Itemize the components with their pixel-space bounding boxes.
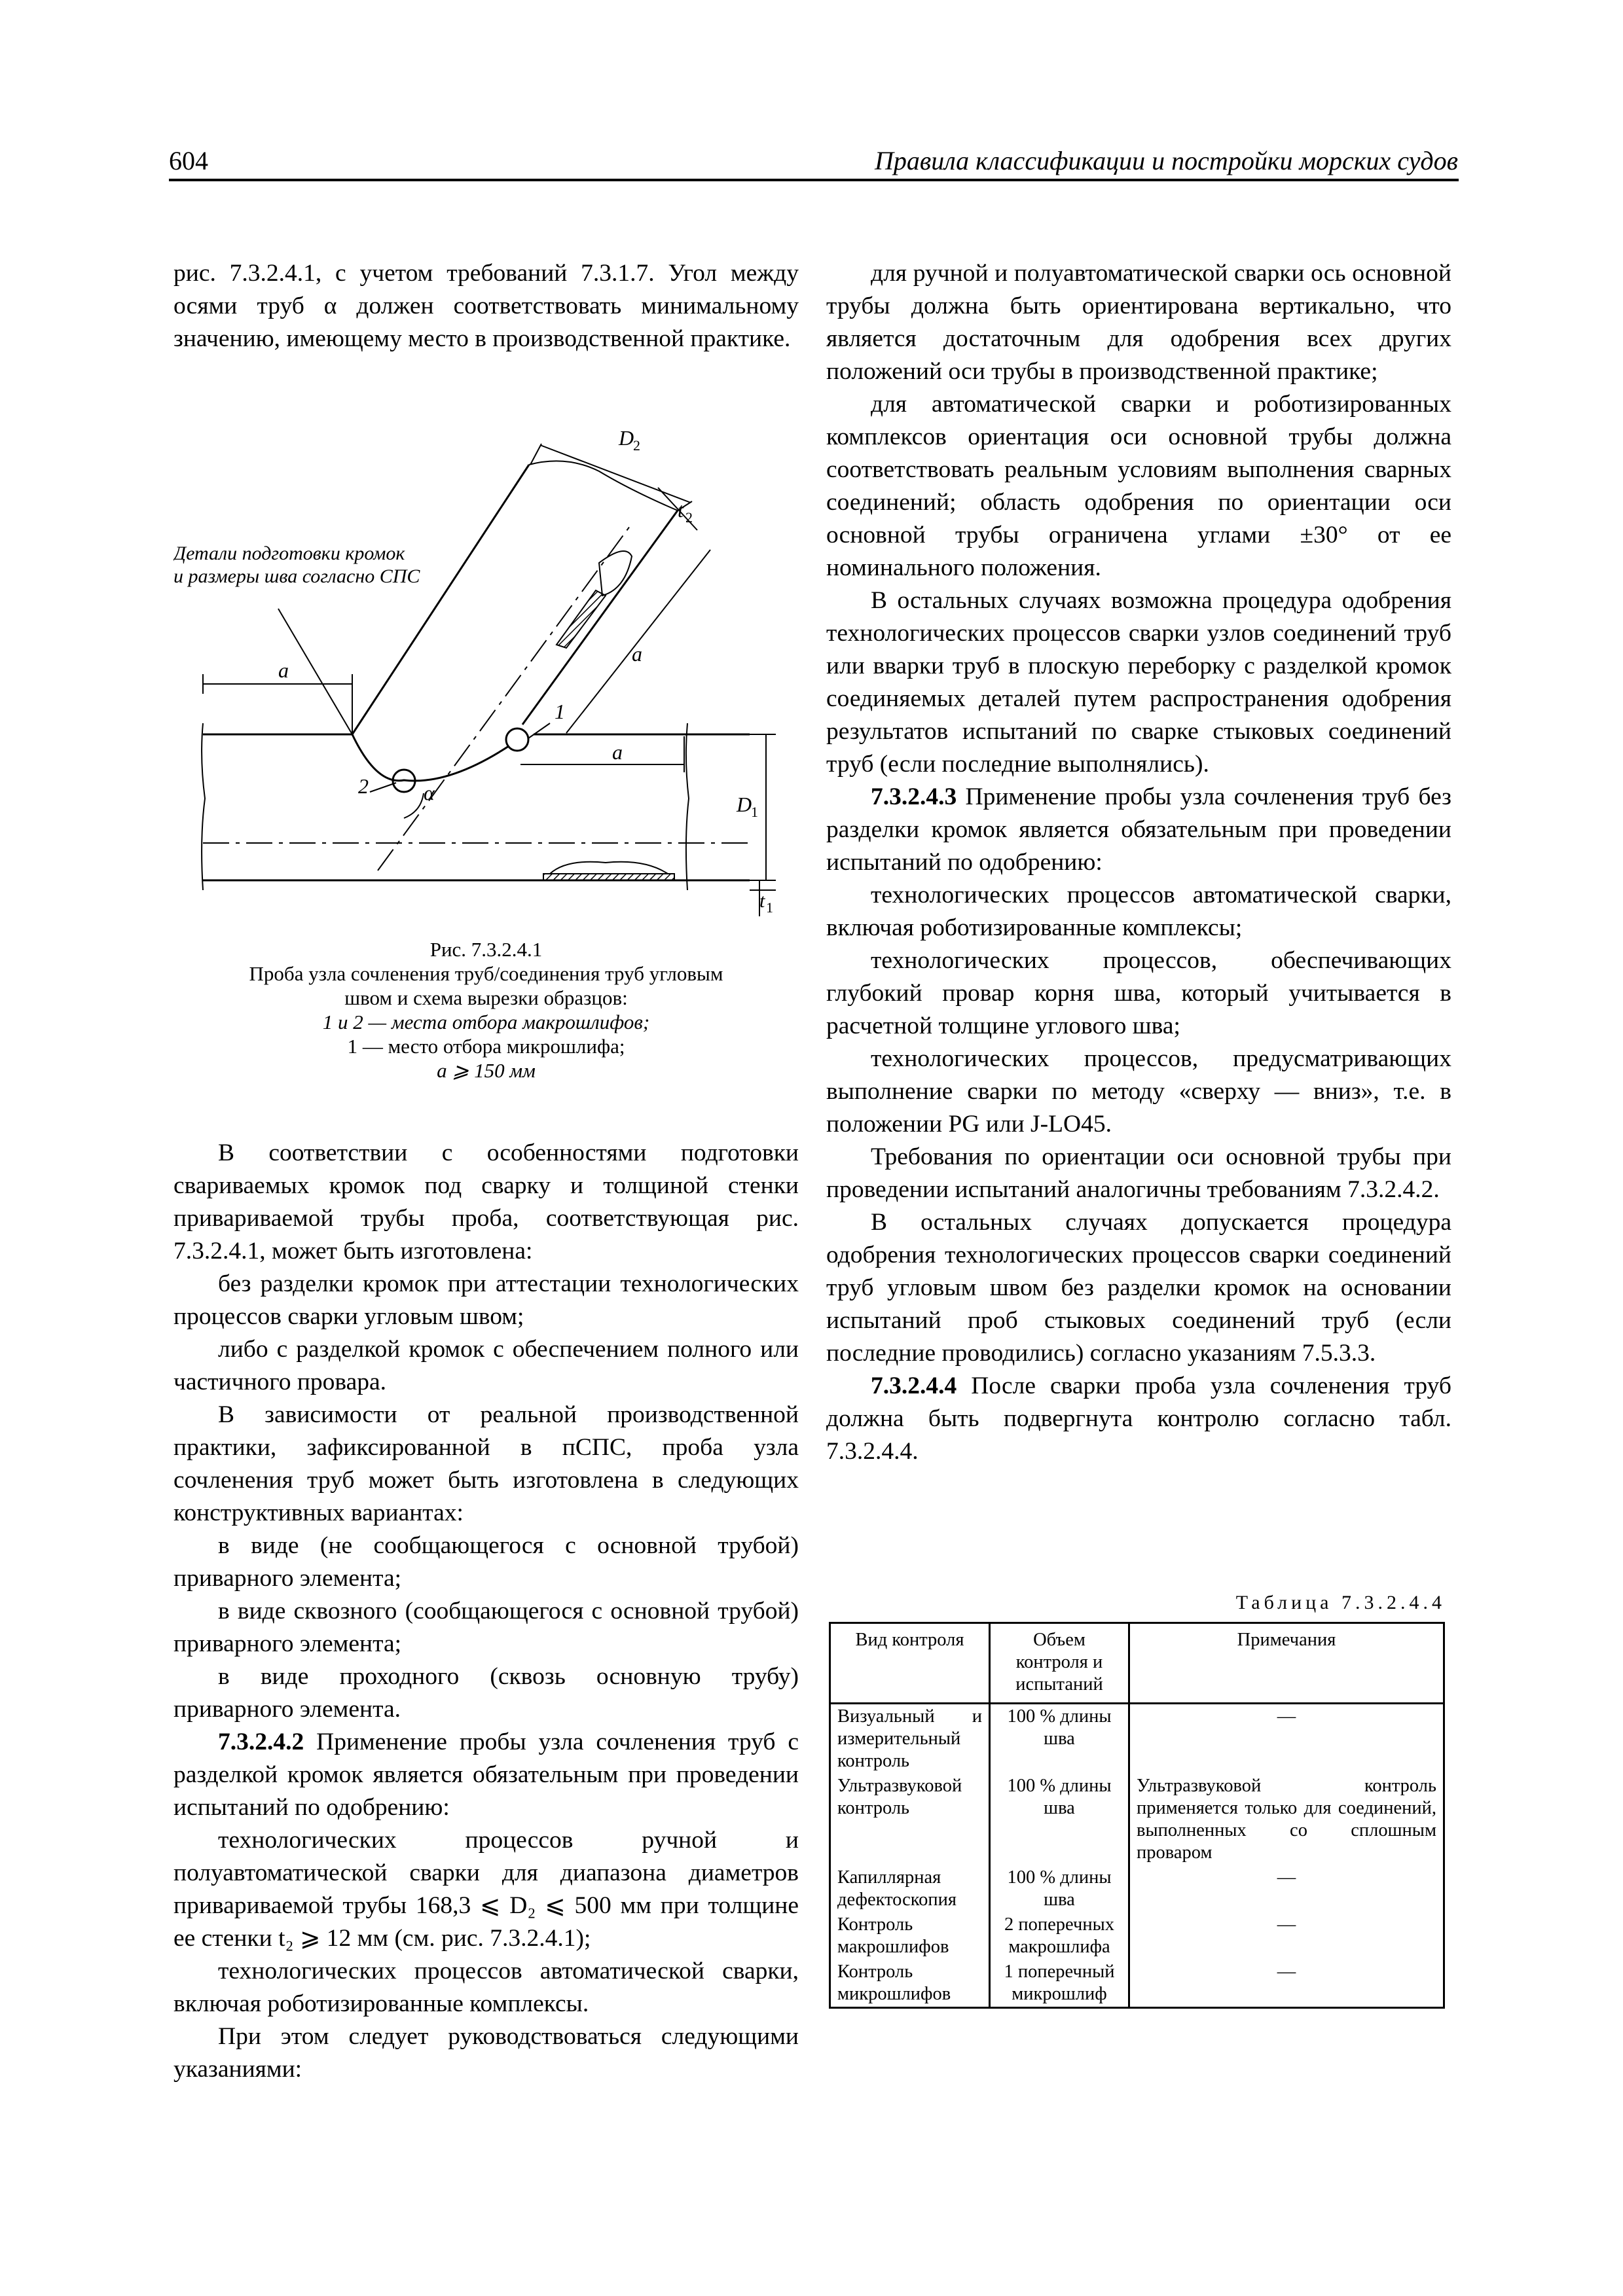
table-row [830, 1774, 1444, 1865]
label-alpha: α [424, 781, 435, 804]
table-cell: Ультразвуковой контроль применяется только для соединений, выполненных со сплошным проваром [1129, 1774, 1444, 1865]
table-cell: Контроль макрошлифов [830, 1912, 990, 1960]
label-specimen-1: 1 [555, 700, 565, 723]
table-cell: — [1129, 1704, 1444, 1774]
label-t2: t [678, 498, 684, 522]
section-text: После сварки проба узла сочленения труб должна быть подвергнута контролю согласно табл. 7.3.2.4.4. [826, 1372, 1451, 1465]
section-text: Применение пробы узла сочленения труб без разделки кромок является обязательным при проведении испытаний по одобрению: [826, 783, 1451, 876]
note-leader [278, 609, 352, 734]
figure-pipe-joint [173, 393, 799, 916]
header-rule [169, 179, 1459, 181]
left-intro [173, 257, 799, 355]
right-column-text [826, 257, 1451, 1468]
table-cell: 100 % длины шва [990, 1704, 1129, 1774]
branch-root-curve [352, 734, 509, 781]
table-cell: Визуальный и измерительный контроль [830, 1704, 990, 1774]
left-paragraph: При этом следует руководствоваться следующими указаниями: [173, 2023, 799, 2083]
note-line-1: Детали подготовки кромок [173, 543, 405, 564]
label-D1: D [737, 793, 752, 816]
break-left [202, 723, 205, 890]
right-paragraph: Требования по ориентации оси основной трубы при проведении испытаний аналогичны требованиям 7.3.2.4.2. [826, 1143, 1451, 1203]
break-right [686, 723, 689, 890]
column-header: Объем контроля и испытаний [990, 1623, 1129, 1704]
section-number: 7.3.2.4.2 [218, 1729, 304, 1755]
branch-break [529, 461, 678, 511]
left-column-text [173, 1137, 799, 2086]
table-cell: 2 поперечных макрошлифа [990, 1912, 1129, 1960]
label-D1-sub: 1 [751, 804, 758, 820]
table-cell: — [1129, 1865, 1444, 1912]
label-a-branch: a [632, 642, 642, 666]
section-number: 7.3.2.4.4 [871, 1372, 957, 1399]
right-paragraph: В остальных случаях возможна процедура одобрения технологических процессов сварки узлов соединений труб или вварки труб в плоскую переборку с разделкой кромок соединяемых деталей путем распространения одобрения результатов испытаний по сварке стыковых соединений труб (если последние выполнялись). [826, 587, 1451, 778]
table-cell: Капиллярная дефектоскопия [830, 1865, 990, 1912]
left-paragraph: в виде (не сообщающегося с основной трубой) приварного элемента; [173, 1532, 799, 1592]
left-paragraph: в виде проходного (сквозь основную трубу) приварного элемента. [173, 1663, 799, 1723]
label-a-left: a [278, 658, 289, 682]
table-title: Таблица 7.3.2.4.4 [1235, 1592, 1446, 1613]
right-paragraph: технологических процессов автоматической сварки, включая роботизированные комплексы; [826, 882, 1451, 941]
left-paragraph: В соответствии с особенностями подготовки свариваемых кромок под сварку и толщиной стенки привариваемой трубы проба, соответствующая рис. 7.3.2.4.1, может быть изготовлена: [173, 1139, 799, 1265]
inspection-table [829, 1622, 1445, 2009]
section-7-3-2-4-4 [826, 1370, 1451, 1468]
intro-paragraph: рис. 7.3.2.4.1, с учетом требований 7.3.1.7. Угол между осями труб α должен соответствовать минимальному значению, имеющему место в производственной практике. [173, 260, 799, 352]
running-title: Правила классификации и постройки морских судов [874, 146, 1458, 175]
table-cell: 1 поперечный микрошлиф [990, 1960, 1129, 2008]
right-paragraph: В остальных случаях допускается процедура одобрения технологических процессов сварки соединений труб угловым швом без разделки кромок на основании испытаний проб стыковых соединений труб (если последние проводились) согласно указаниям 7.5.3.3. [826, 1209, 1451, 1367]
left-paragraph: либо с разделкой кромок с обеспечением полного или частичного провара. [173, 1336, 799, 1395]
figure-caption [173, 937, 799, 1083]
column-header: Примечания [1129, 1623, 1444, 1704]
left-paragraph: технологических процессов ручной и полуавтоматической сварки для диапазона диаметров привариваемой трубы 168,3 ⩽ D₂ ⩽ 500 мм при толщине ее стенки t₂ ⩾ 12 мм (см. рис. 7.3.2.4.1); [173, 1827, 799, 1952]
main-weld-specimen [550, 862, 668, 874]
table-cell: Контроль микрошлифов [830, 1960, 990, 2008]
table-row [830, 1960, 1444, 2008]
right-paragraph: для автоматической сварки и роботизированных комплексов ориентация оси основной трубы должна соответствовать реальным условиям выполнения сварных соединений; область одобрения по ориентации оси основной трубы ограничена углами ±30° от ее номинального положения. [826, 391, 1451, 581]
label-a-right: a [612, 740, 623, 764]
dim-D2 [540, 445, 691, 503]
dim-a-branch [566, 550, 710, 733]
right-paragraph: для ручной и полуавтоматической сварки ось основной трубы должна быть ориентирована вертикально, что является достаточным для одобрения всех других положений оси трубы в производственной практике; [826, 260, 1451, 385]
branch-weld-specimen [599, 551, 632, 596]
left-paragraph: В зависимости от реальной производственной практики, зафиксированной в пСПС, проба узла сочленения труб может быть изготовлена в следующих конструктивных вариантах: [173, 1401, 799, 1526]
table-cell: — [1129, 1912, 1444, 1960]
label-t2-sub: 2 [685, 509, 693, 526]
table-cell: — [1129, 1960, 1444, 2008]
main-weld-hatch [543, 874, 674, 880]
table-row [830, 1912, 1444, 1960]
table-cell: 100 % длины шва [990, 1774, 1129, 1865]
branch-pipe-right-wall [522, 511, 678, 725]
table-header-row [830, 1623, 1444, 1704]
left-paragraph: в виде сквозного (сообщающегося с основной трубой) приварного элемента; [173, 1598, 799, 1657]
page-number: 604 [169, 146, 208, 175]
label-D2-sub: 2 [633, 437, 640, 454]
macro-micro-specimen-1-circle [506, 728, 528, 751]
label-t1: t [759, 890, 765, 912]
note-line-2: и размеры шва согласно СПС [173, 565, 420, 587]
caption-line-1: Рис. 7.3.2.4.1 [429, 938, 543, 961]
section-7-3-2-4-3 [826, 781, 1451, 879]
table-cell: 100 % длины шва [990, 1865, 1129, 1912]
label-D2: D [619, 426, 634, 450]
table-row [830, 1704, 1444, 1774]
table-cell: Ультразвуковой контроль [830, 1774, 990, 1865]
caption-line-3: швом и схема вырезки образцов: [344, 986, 628, 1009]
section-text: Применение пробы узла сочленения труб с разделкой кромок является обязательным при проведении испытаний по одобрению: [173, 1729, 799, 1821]
branch-pipe-left-wall [352, 465, 529, 734]
table-row [830, 1865, 1444, 1912]
label-t1-sub: 1 [766, 899, 773, 916]
right-paragraph: технологических процессов, обеспечивающих глубокий провар корня шва, который учитывается в расчетной толщине углового шва; [826, 947, 1451, 1039]
section-7-3-2-4-2 [173, 1726, 799, 1824]
caption-line-2: Проба узла сочленения труб/соединения труб угловым [249, 962, 723, 985]
left-paragraph: технологических процессов автоматической сварки, включая роботизированные комплексы. [173, 1958, 799, 2017]
angle-alpha-arc [404, 793, 424, 818]
caption-line-5: 1 — место отбора микрошлифа; [347, 1035, 625, 1058]
caption-line-6: a ⩾ 150 мм [437, 1059, 536, 1082]
column-header: Вид контроля [830, 1623, 990, 1704]
label-specimen-2: 2 [358, 774, 369, 798]
section-number: 7.3.2.4.3 [871, 783, 957, 810]
left-paragraph: без разделки кромок при аттестации технологических процессов сварки угловым швом; [173, 1270, 799, 1330]
right-paragraph: технологических процессов, предусматривающих выполнение сварки по методу «сверху — вниз», т.е. в положении PG или J-LO45. [826, 1045, 1451, 1138]
caption-line-4: 1 и 2 — места отбора макрошлифов; [322, 1011, 650, 1033]
